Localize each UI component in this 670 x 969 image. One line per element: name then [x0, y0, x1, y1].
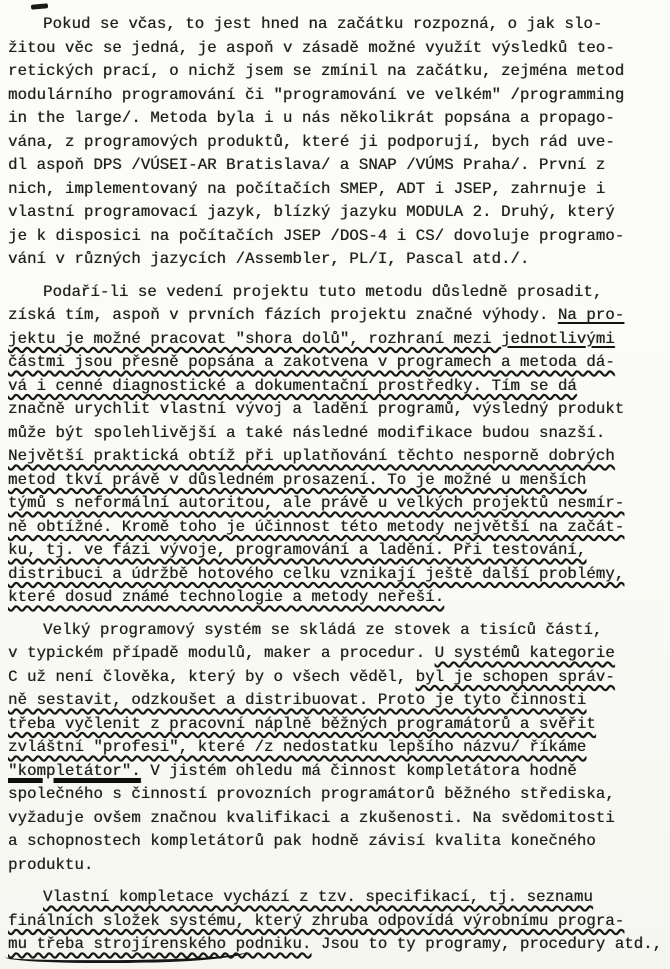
text-line [8, 910, 668, 934]
underlined-text-segment: metod tkví právě v důsledném prosazení. To je možné u menších [8, 470, 587, 489]
underlined-text-segment: ně obtížné. Kromě toho je účinnost této metody největší na začát- [8, 517, 625, 536]
text-line [8, 154, 668, 178]
text-segment: produktu. [8, 855, 94, 874]
text-segment: a schopnostech kompletátorů pak hodně závisí kvalita konečného [8, 832, 596, 850]
text-line [8, 445, 668, 469]
text-line [8, 666, 668, 690]
text-segment: retických prací, o nichž jsem se zmínil na začátku, zejména metod [8, 62, 625, 80]
underlined-text-segment: ně sestavit, odzkoušet a distribuovat. Proto je tyto činnosti [8, 691, 587, 709]
underlined-text-segment: "kompletátor". [8, 761, 141, 780]
underlined-text-segment: týmů s neformální autoritou, ale právě u velkých projektů nesmír- [8, 494, 625, 512]
text-segment: může být spolehlivější a také následné modifikace budou snazší. [8, 423, 606, 442]
underlined-text-segment: jednotlivými [500, 329, 615, 348]
text-segment: vání v různých jazycích /Assembler, PL/I, Pascal atd./. [8, 250, 530, 268]
ink-dash-artifact [31, 3, 48, 9]
text-line [8, 328, 668, 352]
underlined-text-segment: vá i cenné diagnostické a dokumentační prostředky. Tím se dá [8, 376, 577, 395]
text-segment: in the large/. Metoda byla i u nás několikrát popsána a propago- [8, 109, 615, 127]
text-line [8, 375, 668, 399]
text-line [8, 736, 668, 760]
text-line [8, 225, 668, 249]
text-line [8, 201, 668, 225]
text-line [8, 248, 668, 272]
underlined-text-segment: mu třeba strojírenského podniku. [8, 935, 312, 953]
text-line [8, 131, 668, 155]
text-line [8, 886, 668, 910]
text-segment: vlastní programovací jazyk, blízký jazyku MODULA 2. Druhý, který [8, 203, 615, 221]
ink-squiggle-artifact [5, 950, 247, 964]
text-line [8, 563, 668, 587]
text-line [8, 713, 668, 737]
text-line [8, 619, 668, 643]
underlined-text-segment: distribuci a údržbě hotového celku vznikají ještě další problémy, [8, 564, 625, 583]
text-line [8, 492, 668, 516]
text-segment: Velký programový systém se skládá ze stovek a tisíců částí, [43, 620, 603, 639]
text-line [8, 469, 668, 493]
text-segment: V jistém ohledu má činnost kompletátora hodně [140, 761, 577, 780]
text-segment: je k disposici na počítačích JSEP /DOS-4 i CS/ dovoluje programo- [8, 226, 625, 245]
text-segment: značně urychlit vlastní vývoj a ladění programů, výsledný produkt [8, 400, 625, 418]
paragraph [8, 886, 668, 957]
text-line [8, 783, 668, 807]
text-line [8, 37, 668, 61]
text-segment: nich, implementovaný na počítačích SMEP, ADT i JSEP, zahrnuje i [8, 179, 606, 198]
text-segment: v typickém případě modulů, maker a procedur. [8, 644, 435, 662]
text-line [8, 760, 668, 784]
paragraph [8, 281, 668, 610]
text-line [8, 304, 668, 328]
underlined-text-segment: Vlastní kompletace vychází z tzv. specifikací, tj. seznamu [43, 888, 593, 906]
underlined-text-segment: zvláštní "profesi", které /z nedostatku lepšího názvu/ říkáme [8, 738, 587, 756]
text-line [8, 107, 668, 131]
text-line [8, 516, 668, 540]
text-line [8, 281, 668, 305]
text-line [8, 689, 668, 713]
text-segment: dl aspoň DPS /VÚSEI-AR Bratislava/ a SNAP /VÚMS Praha/. První z [8, 156, 606, 174]
underlined-text-segment: Největší praktická obtíž při uplatňování těchto nesporně dobrých [8, 447, 615, 465]
paragraph [8, 13, 668, 272]
text-segment: C už není člověka, který by o všech věděl, [8, 667, 416, 686]
text-segment: Podaří-li se vedení projektu tuto metodu důsledně prosadit, [43, 282, 603, 301]
text-segment: získá tím, aspoň v prvních fázích projektu značné výhody. [8, 306, 558, 324]
document-body [8, 13, 668, 957]
text-segment: žitou věc se jedná, je aspoň v zásadě možné využít výsledků teo- [8, 38, 615, 57]
text-line [8, 60, 668, 84]
text-line [8, 586, 668, 610]
underlined-text-segment: třeba vyčlenit z pracovní náplně běžných programátorů a svěřit [8, 714, 596, 733]
underlined-text-segment: které dosud známé technologie a metody neřeší. [8, 588, 445, 606]
underlined-text-segment: finálních složek systému, který zhruba odpovídá výrobnímu progra- [8, 911, 625, 930]
text-line [8, 830, 668, 854]
text-line [8, 807, 668, 831]
underlined-text-segment: ku, tj. ve fázi vývoje, programování a ladění. Při testování, [8, 541, 587, 559]
text-segment: modulárního programování či "programování ve velkém" /programming [8, 85, 625, 104]
text-line [8, 398, 668, 422]
text-line [8, 539, 668, 563]
text-line [8, 84, 668, 108]
text-line [8, 178, 668, 202]
text-line [8, 642, 668, 666]
text-segment: Jsou to ty programy, procedury atd., [311, 935, 663, 953]
text-line [8, 13, 668, 37]
underlined-text-segment: byl je schopen správ- [415, 667, 615, 686]
text-segment: Pokud se včas, to jest hned na začátku rozpozná, o jak slo- [43, 15, 603, 33]
text-segment: vyžaduje ovšem značnou kvalifikaci a zkušenosti. Na svědomitosti [8, 808, 615, 827]
underlined-text-segment: U systémů kategorie [434, 644, 615, 662]
underlined-text-segment: částmi jsou přesně popsána a zakotvena v programech a metoda dá- [8, 353, 615, 371]
paragraph [8, 619, 668, 878]
text-line [8, 854, 668, 878]
text-line [8, 422, 668, 446]
text-line [8, 351, 668, 375]
text-segment: vána, z programových produktů, které ji podporují, bych rád uve- [8, 132, 615, 151]
underlined-text-segment: jektu je možné pracovat "shora dolů", rozhraní mezi [8, 329, 501, 348]
text-segment: společného s činností provozních programátorů běžného střediska, [8, 785, 615, 803]
underlined-text-segment: Na pro- [557, 306, 625, 324]
